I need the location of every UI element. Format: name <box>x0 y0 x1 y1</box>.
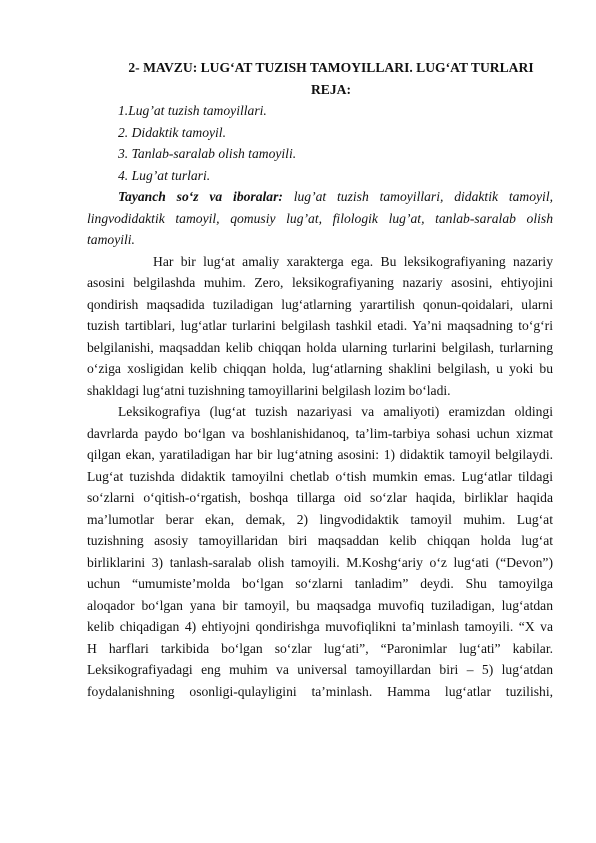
topic-title <box>96 57 566 100</box>
plan-item: 1.Lug’at tuzish tamoyillari. <box>118 103 267 118</box>
paragraph-line: so‘zlarni o‘qitish-o‘rgatish, boshqa tillarga oid so‘zlar haqida, birliklar haqida <box>87 490 553 505</box>
paragraph-line: Lug‘at tuzishda didaktik tamoyilni chetlab o‘tish mumkin emas. Lug‘atlar tildagi <box>87 469 553 484</box>
paragraph-line: Leksikografiya (lug‘at tuzish nazariyasi va amaliyoti) eramizdan oldingi <box>118 404 553 419</box>
topic-title-line: 2- MAVZU: LUG‘AT TUZISH TAMOYILLARI. LUG‘AT TURLARI <box>128 60 534 75</box>
plan-item: 3. Tanlab-saralab olish tamoyili. <box>118 146 297 161</box>
keywords-line <box>118 186 553 208</box>
paragraph-line: foydalanishning osonligi-qulayligini ta’minlash. Hamma lug‘atlar tuzilishi, <box>87 684 553 699</box>
paragraph-line: davrlarda paydo bo‘lgan va boshlanishidanoq, ta’lim-tarbiya sohasi uchun xizmat <box>87 426 553 441</box>
paragraph-line: shakldagi lug‘atni tuzishning tamoyillarini belgilash lozim bo‘ladi. <box>87 383 451 398</box>
keywords-text: lug’at tuzish tamoyillari, didaktik tamoyil, <box>282 189 554 204</box>
paragraph-line: uchun “umumiste’molda bo‘lgan so‘zlarni tanladim” deydi. Shu tamoyilga <box>87 576 553 591</box>
keywords-line: tamoyili. <box>87 232 135 247</box>
paragraph-line: asosini belgilashda muhim. Zero, leksikografiyaning nazariy asosini, ehtiyojini <box>87 275 553 290</box>
paragraph-line: kelib chiqadigan 4) ehtiyojni qondirishga muvofiqlikni ta’minlash tamoyili. “X va <box>87 619 553 634</box>
paragraph-line: H harflari tarkibida bo‘lgan so‘zlar lug‘ati”, “Paronimlar lug‘ati” kabilar. <box>87 641 553 656</box>
paragraph-line: birliklarini 3) tanlash-saralab olish tamoyili. M.Koshg‘ariy o‘z lug‘ati (“Devon”) <box>87 555 553 570</box>
paragraph-line: Har bir lug‘at amaliy xarakterga ega. Bu leksikografiyaning nazariy <box>153 254 553 269</box>
paragraph-line: tuzish tartiblari, lug‘atlar turlarini belgilash tashkil etadi. Ya’ni maqsadning to‘g‘ri <box>87 318 553 333</box>
paragraph-line: Leksikografiyadagi eng muhim va universal tamoyillardan biri – 5) lug‘atdan <box>87 662 553 677</box>
paragraph-line: qilgan ekan, yaratiladigan har bir lug‘atning asosini: 1) didaktik tamoyil belgilaydi. <box>87 447 553 462</box>
keywords-line: lingvodidaktik tamoyil, qomusiy lug’at, filologik lug’at, tanlab-saralab olish <box>87 211 553 226</box>
plan-heading: REJA: <box>310 81 352 97</box>
paragraph-line: tuzishning asosiy tamoyillaridan biri maqsaddan kelib chiqqan holda lug‘at <box>87 533 553 548</box>
paragraph-line: aloqador bo‘lgan yana bir tamoyil, bu maqsadga muvofiq tuziladigan, lug‘atdan <box>87 598 553 613</box>
paragraph-line: qondirish maqsadida tuziladigan lug‘atlarning yarartilish qonun-qoidalari, ularni <box>87 297 553 312</box>
paragraph-line: ma’lumotlar berar ekan, demak, 2) lingvodidaktik tamoyil muhim. Lug‘at <box>87 512 553 527</box>
paragraph-line: o‘ziga xosligidan kelib chiqqan holda, lug‘atlarning shaklini belgilash, u yoki bu <box>87 361 553 376</box>
keywords-label: Tayanch so‘z va iboralar: <box>118 189 283 204</box>
paragraph-line: belgilanishi, maqsaddan kelib chiqqan holda ularning turlarini belgilash, turlarning <box>87 340 553 355</box>
plan-item: 2. Didaktik tamoyil. <box>118 125 226 140</box>
plan-item: 4. Lug’at turlari. <box>118 168 211 183</box>
